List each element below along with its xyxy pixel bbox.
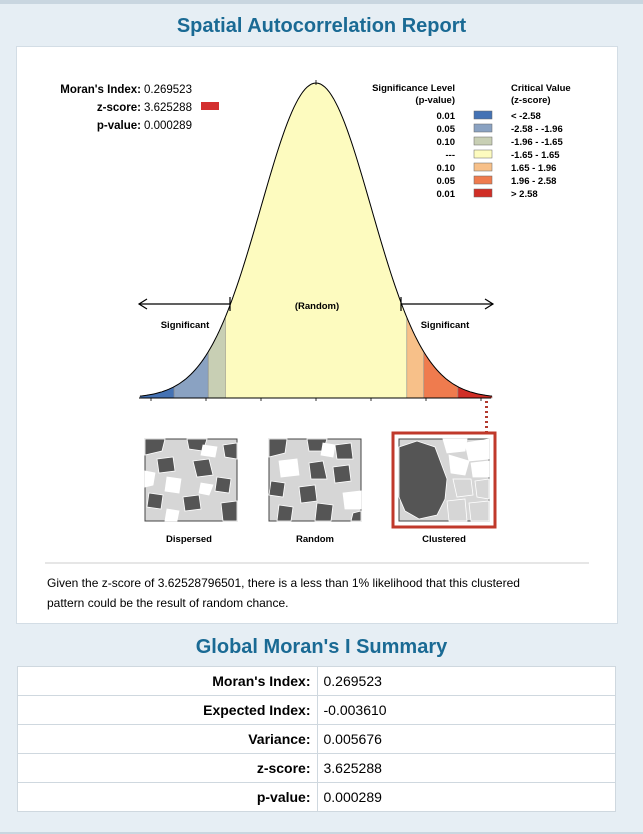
legend-crit-header-1: Critical Value (511, 83, 571, 94)
legend-z-range: < -2.58 (511, 111, 541, 122)
summary-table (17, 666, 616, 812)
legend-swatch (474, 137, 492, 145)
summary-row (18, 725, 616, 754)
legend-swatch (474, 124, 492, 132)
left-significant-arrow (139, 297, 230, 311)
curve-band (174, 352, 208, 398)
legend-p-value: 0.05 (436, 124, 455, 135)
summary-row (18, 667, 616, 696)
stat-label-z-score: z-score: (96, 102, 141, 114)
summary-label: Expected Index: (18, 696, 318, 725)
legend-z-range: -1.96 - -1.65 (511, 137, 563, 148)
report-title: Spatial Autocorrelation Report (176, 15, 467, 37)
legend-z-range: -2.58 - -1.96 (511, 124, 563, 135)
conclusion-line-2: pattern could be the result of random chance. (47, 596, 289, 610)
summary-label: Moran's Index: (18, 667, 318, 696)
curve-band (225, 83, 406, 398)
legend-p-value: 0.10 (436, 137, 455, 148)
significance-legend (372, 83, 571, 200)
summary-label: z-score: (18, 754, 318, 783)
summary-title: Global Moran's I Summary (195, 636, 448, 658)
legend-z-range: 1.65 - 1.96 (511, 163, 557, 174)
legend-swatch (474, 150, 492, 158)
summary-label: Variance: (18, 725, 318, 754)
legend-p-value: 0.01 (436, 189, 455, 200)
stat-value-morans-index: 0.269523 (144, 84, 192, 96)
summary-value: 0.005676 (317, 725, 616, 754)
curve-band (140, 387, 174, 398)
summary-row (18, 754, 616, 783)
legend-p-value: 0.05 (436, 176, 455, 187)
curve-band (458, 387, 492, 398)
legend-swatch (474, 176, 492, 184)
summary-value: -0.003610 (317, 696, 616, 725)
pattern-label-clustered: Clustered (422, 534, 466, 545)
legend-z-range: > 2.58 (511, 189, 538, 200)
legend-swatch (474, 111, 492, 119)
top-border (0, 0, 643, 4)
legend-sig-header-2: (p-value) (415, 95, 455, 106)
legend-p-value: 0.10 (436, 163, 455, 174)
summary-row (18, 783, 616, 812)
pattern-clustered (393, 433, 495, 527)
curve-band (424, 352, 458, 398)
legend-z-range: 1.96 - 2.58 (511, 176, 557, 187)
left-significant-label: Significant (160, 320, 210, 331)
legend-swatch (474, 163, 492, 171)
pattern-dispersed (145, 439, 237, 521)
curve-band (208, 317, 225, 398)
right-significant-arrow (401, 297, 493, 311)
stat-value-z-score: 3.625288 (144, 102, 192, 114)
random-label: (Random) (294, 301, 340, 312)
summary-value: 3.625288 (317, 754, 616, 783)
legend-p-value: --- (445, 150, 455, 161)
pattern-label-random: Random (296, 534, 334, 545)
legend-z-range: -1.65 - 1.65 (511, 150, 560, 161)
pattern-label-dispersed: Dispersed (166, 534, 212, 545)
stat-value-p-value: 0.000289 (144, 120, 192, 132)
stats-block (60, 84, 219, 132)
conclusion-line-1: Given the z-score of 3.62528796501, there is a less than 1% likelihood that this clustered (47, 576, 520, 590)
summary-label: p-value: (18, 783, 318, 812)
summary-value: 0.000289 (317, 783, 616, 812)
stat-label-morans-index: Moran's Index: (60, 84, 141, 96)
summary-row (18, 696, 616, 725)
legend-p-value: 0.01 (436, 111, 455, 122)
stat-label-p-value: p-value: (96, 120, 141, 132)
summary-value: 0.269523 (317, 667, 616, 696)
z-score-marker (201, 102, 219, 110)
right-significant-label: Significant (420, 320, 470, 331)
pattern-random (269, 439, 361, 521)
report-panel (16, 46, 618, 624)
report-figure (17, 47, 617, 623)
legend-sig-header-1: Significance Level (372, 83, 455, 94)
legend-crit-header-2: (z-score) (511, 95, 551, 106)
legend-swatch (474, 189, 492, 197)
